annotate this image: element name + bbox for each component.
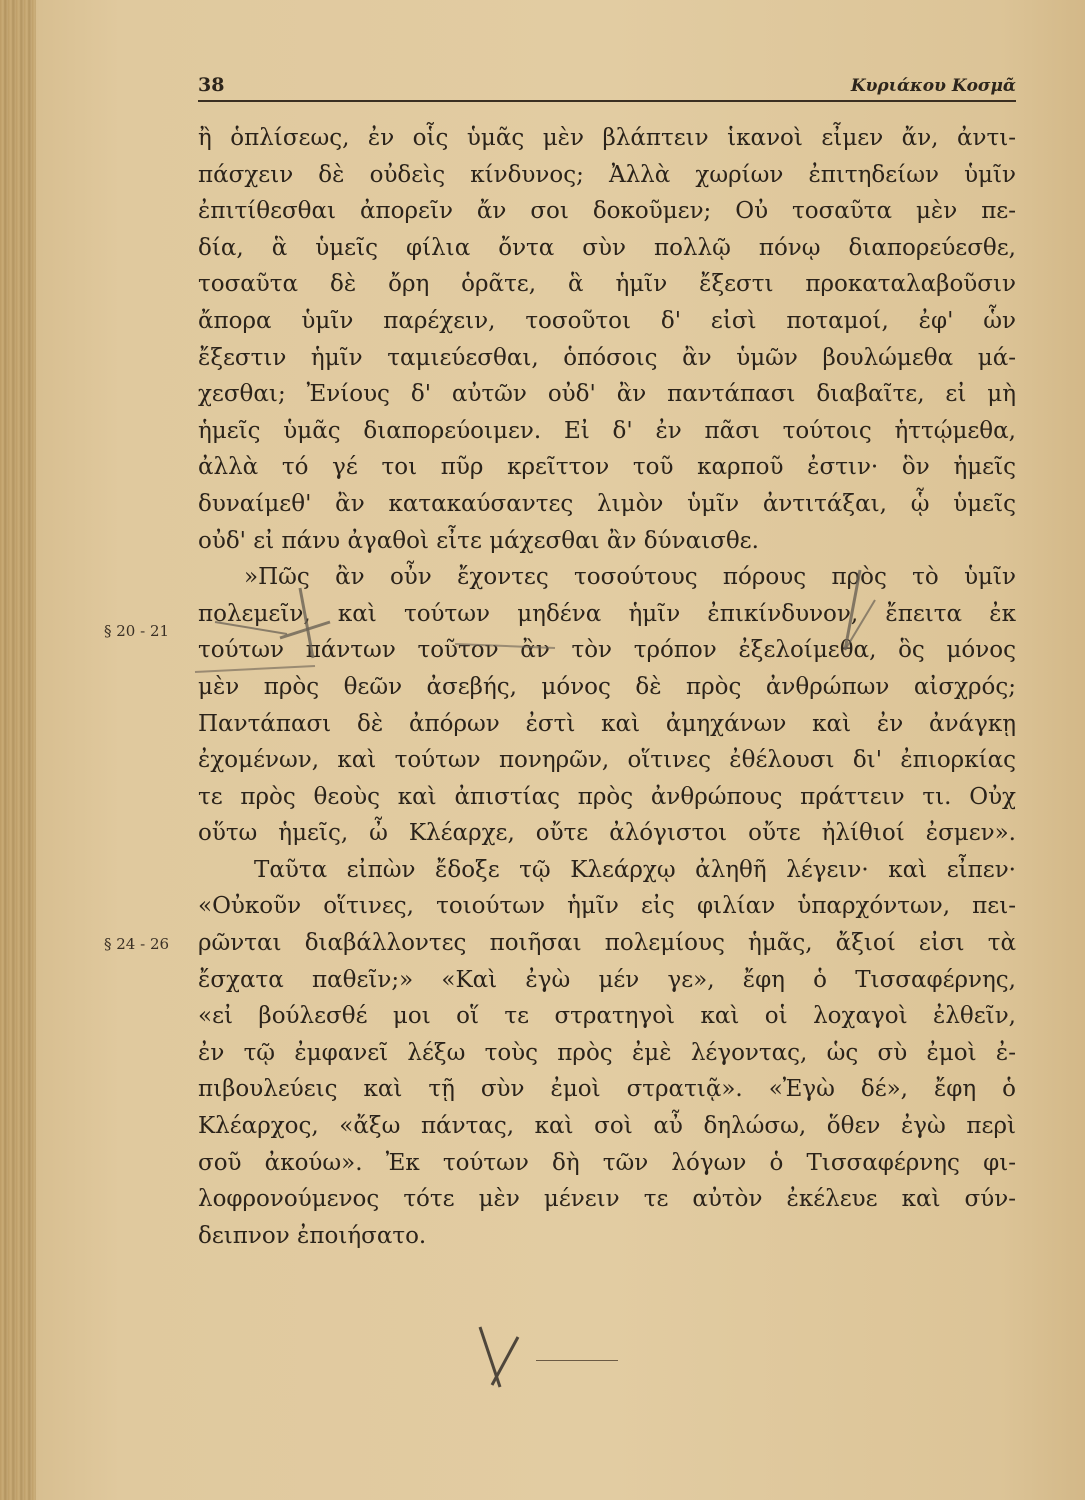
text-line: Ταῦτα εἰπὼν ἔδοξε τῷ Κλεάρχῳ ἀληθῆ λέγειν· καὶ εἶπεν· [254, 856, 1016, 883]
text-line: «Οὐκοῦν οἵτινες, τοιούτων ἡμῖν εἰς φιλίαν ὑπαρχόντων, πει- [198, 893, 1016, 920]
text-line: Παντάπασι δὲ ἀπόρων ἐστὶ καὶ ἀμηχάνων καὶ ἐν ἀνάγκῃ [198, 710, 1016, 737]
text-line: δία, ἃ ὑμεῖς φίλια ὄντα σὺν πολλῷ πόνῳ διαπορεύεσθε, [198, 234, 1016, 261]
text-line: Κλέαρχος, «ἄξω πάντας, καὶ σοὶ αὖ δηλώσω, ὅθεν ἐγὼ περὶ [198, 1113, 1016, 1140]
text-line: ἐχομένων, καὶ τούτων πονηρῶν, οἵτινες ἐθέλουσι δι' ἐπιορκίας [198, 747, 1016, 774]
text-line: ἢ ὁπλίσεως, ἐν οἷς ὑμᾶς μὲν βλάπτειν ἱκανοὶ εἶμεν ἄν, ἀντι- [198, 125, 1016, 151]
margin-section-ref: § 24 - 26 [104, 935, 170, 953]
text-line: οὕτω ἡμεῖς, ὦ Κλέαρχε, οὔτε ἀλόγιστοι οὔτε ἠλίθιοί ἐσμεν». [198, 820, 1016, 847]
text-line: δυναίμεθ' ἂν κατακαύσαντες λιμὸν ὑμῖν ἀντιτάξαι, ᾧ ὑμεῖς [198, 490, 1016, 517]
text-line: μὲν πρὸς θεῶν ἀσεβής, μόνος δὲ πρὸς ἀνθρώπων αἰσχρός; [198, 673, 1016, 700]
text-line: τε πρὸς θεοὺς καὶ ἀπιστίας πρὸς ἀνθρώπους πράττειν τι. Οὐχ [198, 783, 1016, 810]
text-line: πάσχειν δὲ οὐδεὶς κίνδυνος; Ἀλλὰ χωρίων ἐπιτηδείων ὑμῖν [198, 161, 1016, 188]
text-line: ἐν τῷ ἐμφανεῖ λέξω τοὺς πρὸς ἐμὲ λέγοντας, ὡς σὺ ἐμοὶ ἐ- [198, 1039, 1016, 1066]
pencil-x-mark [470, 1315, 530, 1395]
text-line: πιβουλεύεις καὶ τῇ σὺν ἐμοὶ στρατιᾷ». «Ἐγὼ δέ», ἔφη ὁ [198, 1076, 1016, 1103]
text-line: σοῦ ἀκούω». Ἐκ τούτων δὴ τῶν λόγων ὁ Τισσαφέρνης φι- [198, 1149, 1016, 1176]
text-line: ἔσχατα παθεῖν;» «Καὶ ἐγὼ μέν γε», ἔφη ὁ Τισσαφέρνης, [198, 966, 1016, 993]
running-head [198, 74, 1016, 102]
text-line: ἐπιτίθεσθαι ἀπορεῖν ἄν σοι δοκοῦμεν; Οὐ τοσαῦτα μὲν πε- [198, 198, 1016, 225]
text-line: χεσθαι; Ἐνίους δ' αὐτῶν οὐδ' ἂν παντάπασι διαβαῖτε, εἰ μὴ [198, 381, 1016, 408]
body-text [198, 120, 1016, 1254]
running-title: Κυριάκου Κοσμᾶ [850, 76, 1016, 96]
end-rule [536, 1360, 618, 1361]
text-line: τοσαῦτα δὲ ὄρη ὁρᾶτε, ἃ ἡμῖν ἔξεστι προκαταλαβοῦσιν [198, 271, 1016, 298]
text-line: ἄπορα ὑμῖν παρέχειν, τοσοῦτοι δ' εἰσὶ ποταμοί, ἐφ' ὧν [198, 307, 1016, 334]
text-line: «εἰ βούλεσθέ μοι οἵ τε στρατηγοὶ καὶ οἱ λοχαγοὶ ἐλθεῖν, [198, 1003, 1016, 1030]
text-line: τούτων πάντων τοῦτον ἂν τὸν τρόπον ἐξελοίμεθα, ὃς μόνος [198, 637, 1016, 664]
text-line: ἡμεῖς ὑμᾶς διαπορεύοιμεν. Εἰ δ' ἐν πᾶσι τούτοις ἡττῴμεθα, [198, 417, 1016, 444]
text-line: οὐδ' εἰ πάνυ ἀγαθοὶ εἶτε μάχεσθαι ἂν δύναισθε. [198, 527, 759, 554]
text-line: ἀλλὰ τό γέ τοι πῦρ κρεῖττον τοῦ καρποῦ ἐστιν· ὃν ἡμεῖς [198, 454, 1016, 481]
text-line: λοφρονούμενος τότε μὲν μένειν τε αὐτὸν ἐκέλευε καὶ σύν- [198, 1186, 1016, 1213]
text-line: δειπνον ἐποιήσατο. [198, 1222, 427, 1249]
page-number: 38 [198, 74, 225, 96]
text-line: ἔξεστιν ἡμῖν ταμιεύεσθαι, ὁπόσοις ἂν ὑμῶν βουλώμεθα μά- [198, 344, 1016, 371]
page-stack-edge [0, 0, 36, 1500]
margin-section-ref: § 20 - 21 [104, 622, 170, 640]
text-line: »Πῶς ἂν οὖν ἔχοντες τοσούτους πόρους πρὸς τὸ ὑμῖν [244, 564, 1016, 591]
text-line: ρῶνται διαβάλλοντες ποιῆσαι πολεμίους ἡμᾶς, ἄξιοί εἰσι τὰ [198, 930, 1016, 957]
text-line: πολεμεῖν, καὶ τούτων μηδένα ἡμῖν ἐπικίνδυνον, ἔπειτα ἐκ [198, 600, 1016, 627]
